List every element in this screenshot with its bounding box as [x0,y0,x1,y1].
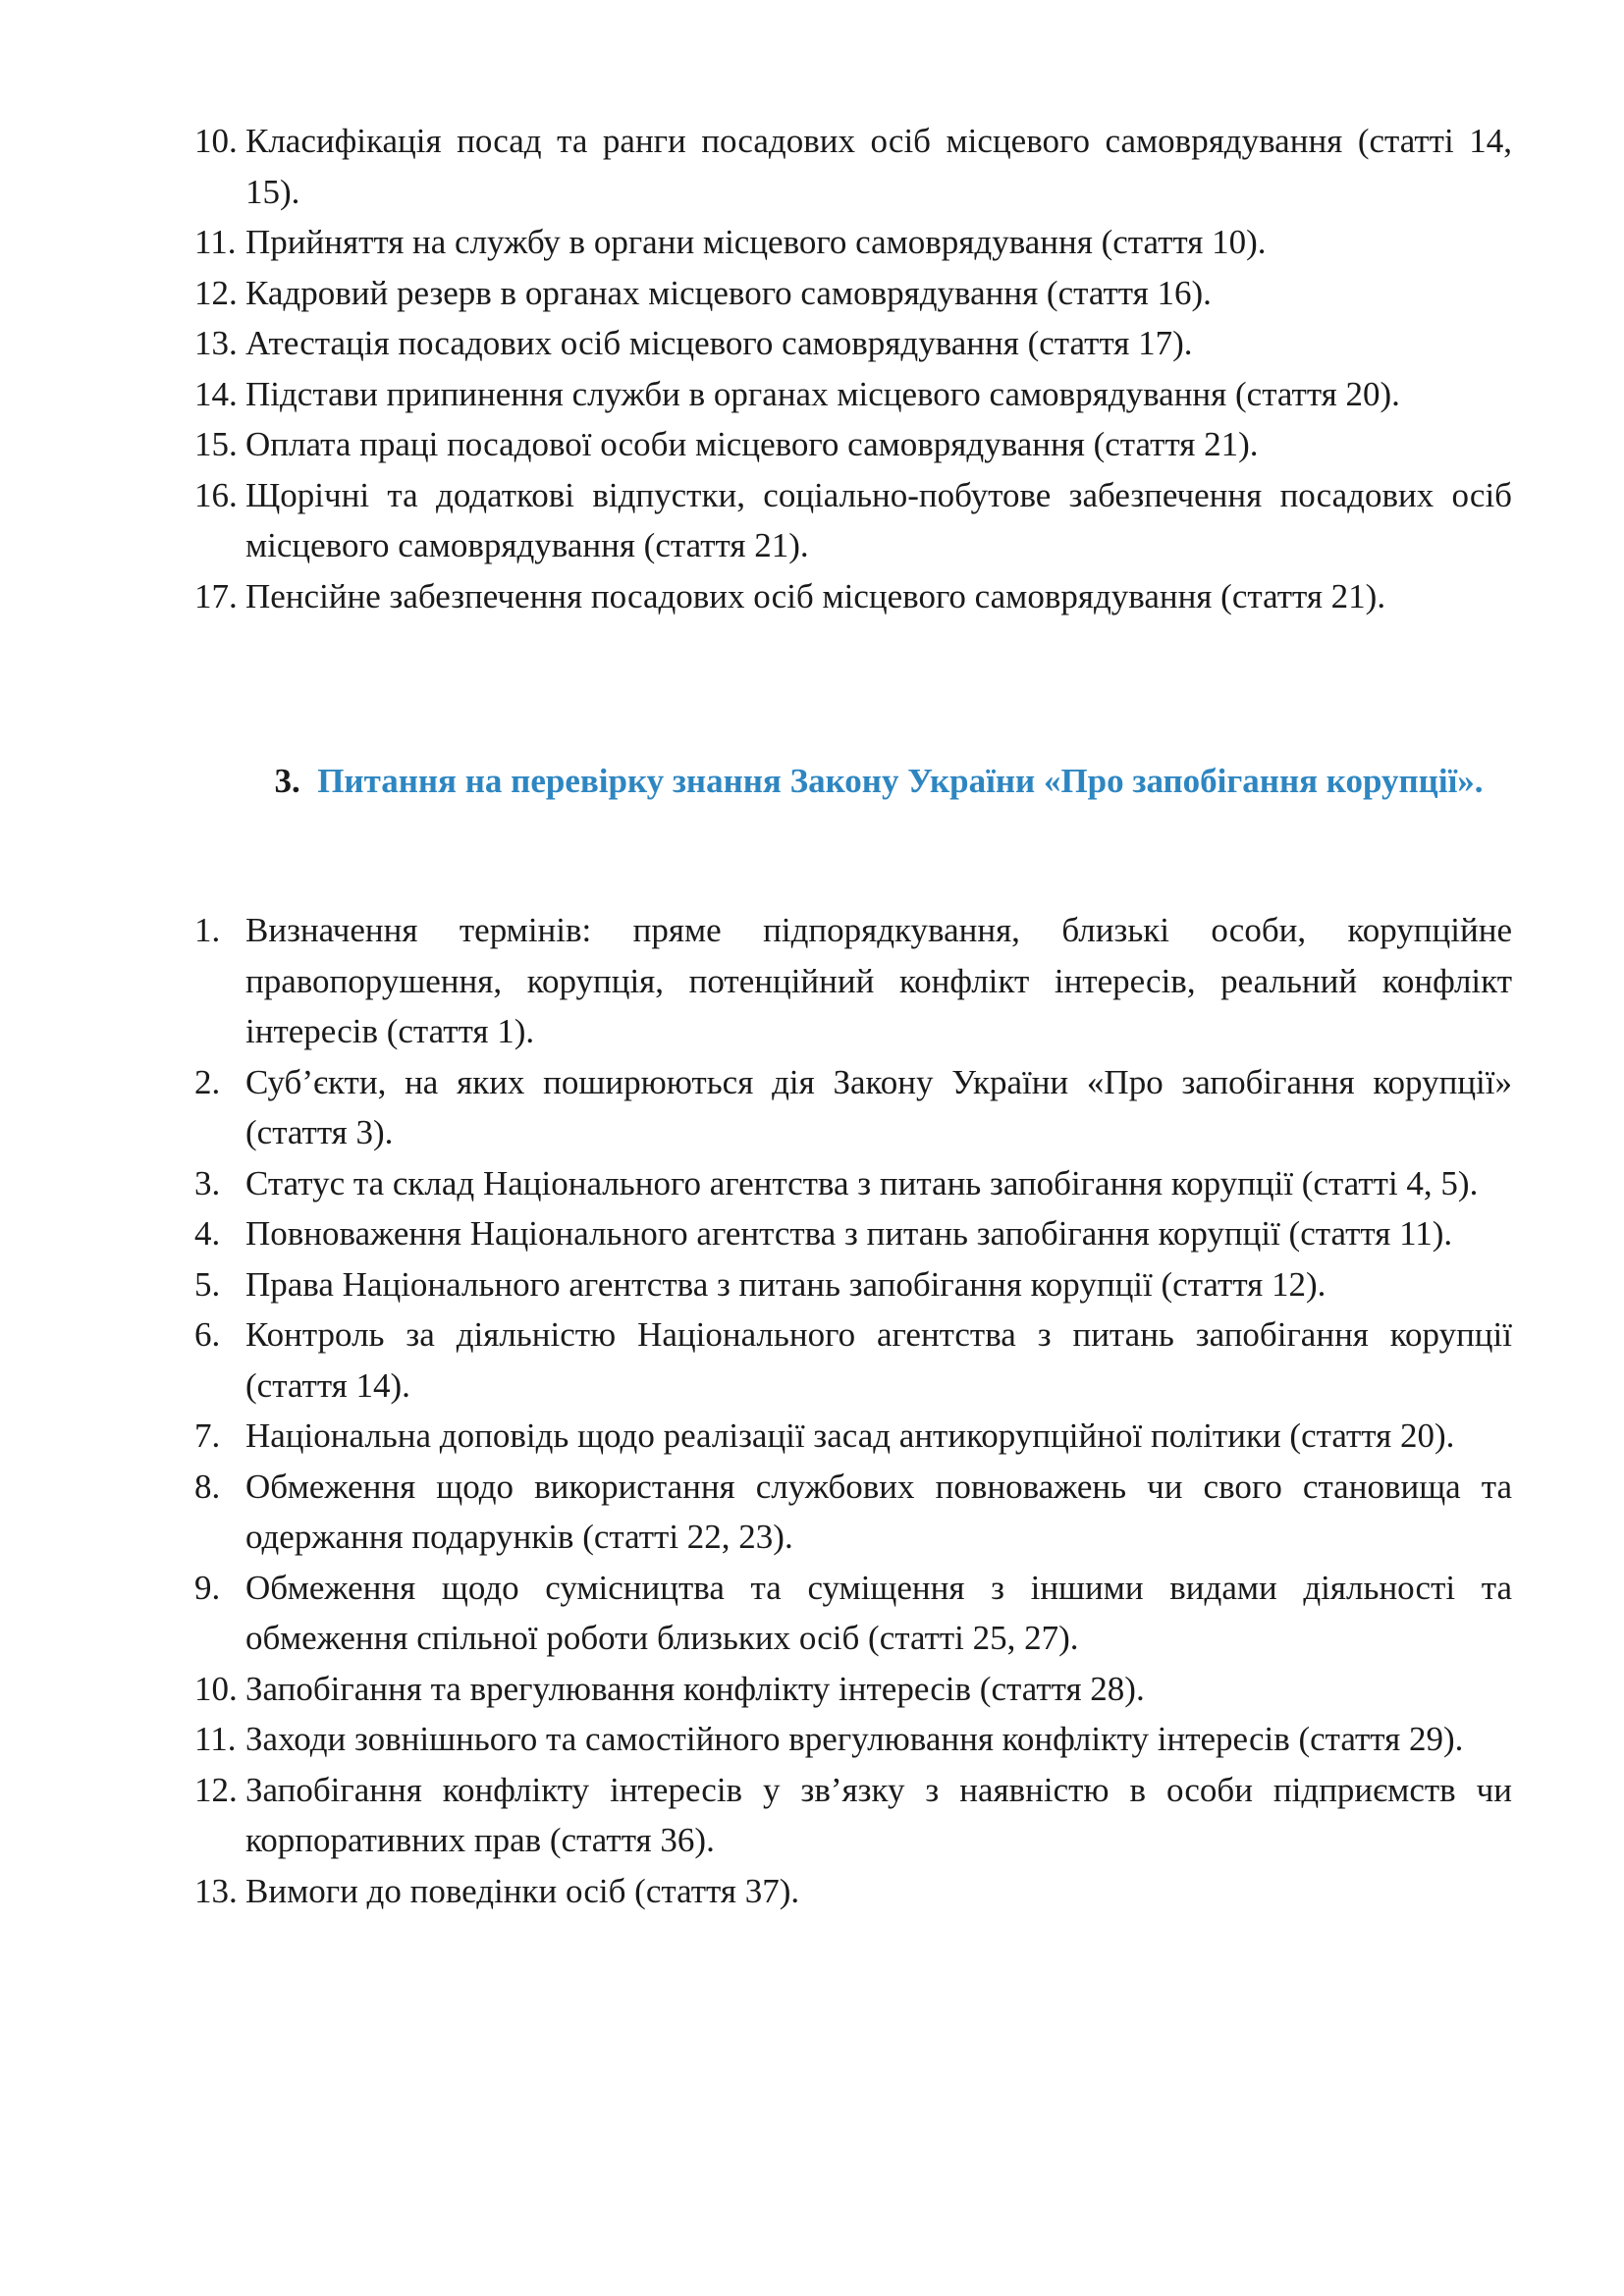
item-text: Обмеження щодо використання службових повноважень чи свого становища та одержання подарунків (статті 22, 23). [245,1467,1512,1556]
item-number: 10. [194,122,238,160]
item-number: 12. [194,273,238,312]
item-number: 1. [194,911,221,949]
item-number: 17. [194,576,238,615]
item-number: 11. [194,1720,237,1758]
item-number: 4. [194,1214,221,1253]
list-item [0,419,1512,470]
item-text: Обмеження щодо сумісництва та суміщення з іншими видами діяльності та обмеження спільної роботи близьких осіб (статті 25, 27). [245,1568,1512,1657]
list-item [0,1664,1512,1715]
list-item [0,571,1512,622]
item-number: 15. [194,425,238,463]
item-text: Статус та склад Національного агентства з питань запобігання корупції (статті 4, 5). [245,1163,1479,1202]
item-number: 12. [194,1770,238,1809]
item-text: Пенсійне забезпечення посадових осіб місцевого самоврядування (стаття 21). [245,576,1386,615]
item-number: 13. [194,324,238,362]
list-item [0,318,1512,369]
list-item [0,1259,1512,1310]
list-item [0,116,1512,217]
item-number: 6. [194,1315,221,1354]
item-number: 5. [194,1264,221,1304]
item-number: 10. [194,1669,238,1708]
list-item [0,1765,1512,1866]
item-text: Національна доповідь щодо реалізації засад антикорупційної політики (стаття 20). [245,1416,1455,1455]
item-text: Кадровий резерв в органах місцевого самоврядування (стаття 16). [245,273,1212,312]
list-item [0,1462,1512,1563]
list-item [0,217,1512,268]
item-text: Повноваження Національного агентства з питань запобігання корупції (стаття 11). [245,1214,1453,1253]
list-item [0,470,1512,571]
question-list-previous-section [0,116,1624,621]
item-text: Суб’єкти, на яких поширюються дія Закону України «Про запобігання корупції» (стаття 3). [245,1062,1512,1151]
list-item [0,1866,1512,1917]
item-text: Заходи зовнішнього та самостійного врегулювання конфлікту інтересів (стаття 29). [245,1720,1464,1758]
list-item [0,1057,1512,1158]
item-number: 7. [194,1416,221,1455]
item-text: Права Національного агентства з питань запобігання корупції (стаття 12). [245,1264,1326,1304]
section-number: 3. [274,762,300,800]
list-item [0,1158,1512,1209]
list-item [0,268,1512,319]
list-item [0,905,1512,1057]
list-item [0,369,1512,420]
item-text: Прийняття на службу в органи місцевого самоврядування (стаття 10). [245,223,1267,261]
item-number: 16. [194,475,238,514]
item-text: Щорічні та додаткові відпустки, соціально-побутове забезпечення посадових осіб місцевого самоврядування (стаття 21). [245,475,1512,564]
item-text: Оплата праці посадової особи місцевого самоврядування (стаття 21). [245,425,1259,463]
item-number: 11. [194,223,237,261]
item-number: 8. [194,1467,221,1506]
item-number: 13. [194,1871,238,1910]
list-item [0,1714,1512,1765]
item-text: Класифікація посад та ранги посадових осіб місцевого самоврядування (статті 14, 15). [245,122,1512,211]
item-number: 2. [194,1062,221,1101]
item-text: Підстави припинення служби в органах місцевого самоврядування (стаття 20). [245,374,1400,413]
section-heading [245,756,1512,807]
list-item [0,1411,1512,1462]
item-text: Визначення термінів: пряме підпорядкування, близькі особи, корупційне правопорушення, корупція, потенційний конфлікт інтересів, реальний конфлікт інтересів (стаття 1). [245,911,1512,1050]
item-text: Атестація посадових осіб місцевого самоврядування (стаття 17). [245,324,1193,362]
item-number: 14. [194,374,238,413]
question-list-anticorruption [0,905,1624,1916]
item-number: 3. [194,1163,221,1202]
list-item [0,1208,1512,1259]
item-text: Контроль за діяльністю Національного агентства з питань запобігання корупції (стаття 14). [245,1315,1512,1405]
item-number: 9. [194,1568,221,1607]
list-item [0,1563,1512,1664]
item-text: Запобігання конфлікту інтересів у зв’язку з наявністю в особи підприємств чи корпоративних прав (стаття 36). [245,1770,1512,1859]
item-text: Запобігання та врегулювання конфлікту інтересів (стаття 28). [245,1669,1145,1708]
section-title: Питання на перевірку знання Закону України «Про запобігання корупції». [317,762,1484,800]
list-item [0,1309,1512,1411]
item-text: Вимоги до поведінки осіб (стаття 37). [245,1871,800,1910]
